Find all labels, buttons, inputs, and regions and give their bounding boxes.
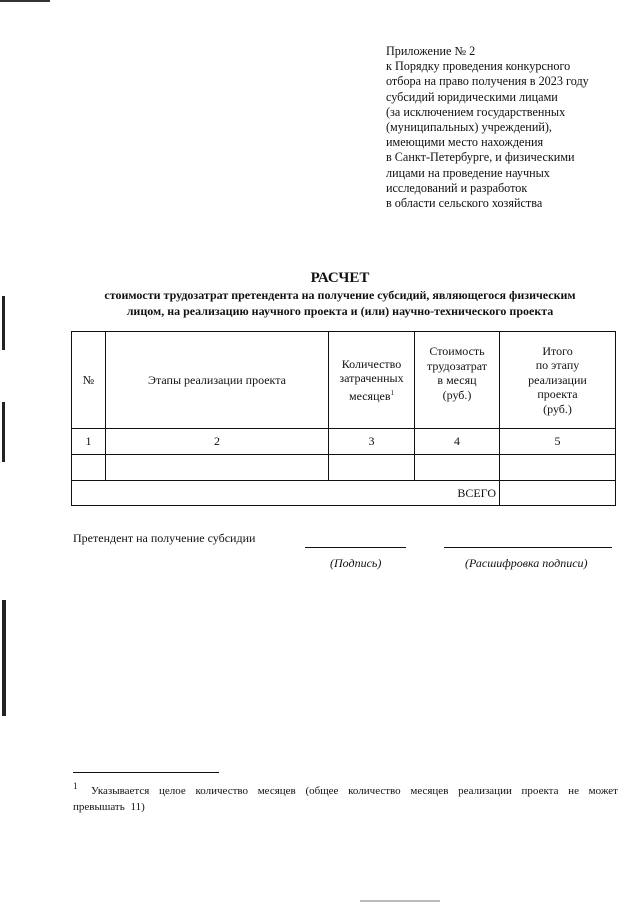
appendix-line: субсидий юридическими лицами: [386, 89, 558, 104]
decoding-line: [444, 547, 612, 548]
appendix-line: Приложение № 2: [386, 44, 476, 58]
scan-edge-mark: [2, 402, 5, 462]
subtitle-line: лицом, на реализацию научного проекта и (или) научно-технического проекта: [126, 303, 554, 318]
table-cell: [106, 455, 329, 481]
table-header-row: [72, 332, 616, 429]
header-cost: Стоимость трудозатрат в месяц (руб.): [415, 332, 500, 429]
appendix-line: имеющими место нахождения: [386, 135, 544, 150]
table-cell: 3: [329, 429, 415, 455]
footnote: [73, 783, 618, 815]
footnote-ref: 1: [390, 388, 394, 397]
appendix-block: [386, 44, 626, 211]
table-cell: 5: [500, 429, 616, 455]
table-cell: 1: [72, 429, 106, 455]
table-cell: [500, 455, 616, 481]
table-cell: [329, 455, 415, 481]
appendix-line: (муниципальных) учреждений),: [386, 120, 552, 135]
document-title: РАСЧЕТ: [310, 270, 370, 286]
total-value-cell: [500, 481, 616, 506]
decoding-caption: (Расшифровка подписи): [465, 556, 588, 570]
document-subtitle: [0, 288, 640, 319]
signature-line: [305, 547, 406, 548]
appendix-line: к Порядку проведения конкурсного: [386, 59, 571, 74]
table-row: [72, 429, 616, 455]
header-total: Итого по этапу реализации проекта (руб.): [500, 332, 616, 429]
subtitle-line: стоимости трудозатрат претендента на получение субсидий, являющегося физическим: [104, 288, 576, 302]
appendix-line: лицами на проведение научных: [386, 165, 550, 180]
total-label: ВСЕГО: [72, 481, 500, 506]
signature-caption: (Подпись): [330, 556, 382, 570]
appendix-line: в Санкт-Петербурге, и физическими: [386, 150, 575, 165]
header-num: №: [72, 332, 106, 429]
scan-edge-mark: [2, 600, 6, 716]
table-row: [72, 455, 616, 481]
table-total-row: [72, 481, 616, 506]
appendix-line: в области сельского хозяйства: [386, 196, 543, 211]
footnote-separator: [73, 772, 219, 773]
header-months: Количество затраченных месяцев$^1$: [329, 332, 415, 429]
table-cell: 2: [106, 429, 329, 455]
scan-top-mark: [0, 0, 50, 2]
appendix-line: исследований и разработок: [386, 180, 528, 195]
scan-bottom-mark: [360, 900, 440, 902]
table-cell: 4: [415, 429, 500, 455]
applicant-label: Претендент на получение субсидии: [73, 531, 256, 545]
calculation-table: [71, 331, 616, 506]
appendix-line: (за исключением государственных: [386, 104, 566, 119]
appendix-line: отбора на право получения в 2023 году: [386, 74, 589, 89]
table-cell: [415, 455, 500, 481]
header-stages: Этапы реализации проекта: [106, 332, 329, 429]
table-cell: [72, 455, 106, 481]
footnote-mark: 1: [73, 781, 78, 791]
footnote-text: Указывается целое количество месяцев (общее количество месяцев реализации проекта не может превышать 11): [73, 785, 618, 813]
